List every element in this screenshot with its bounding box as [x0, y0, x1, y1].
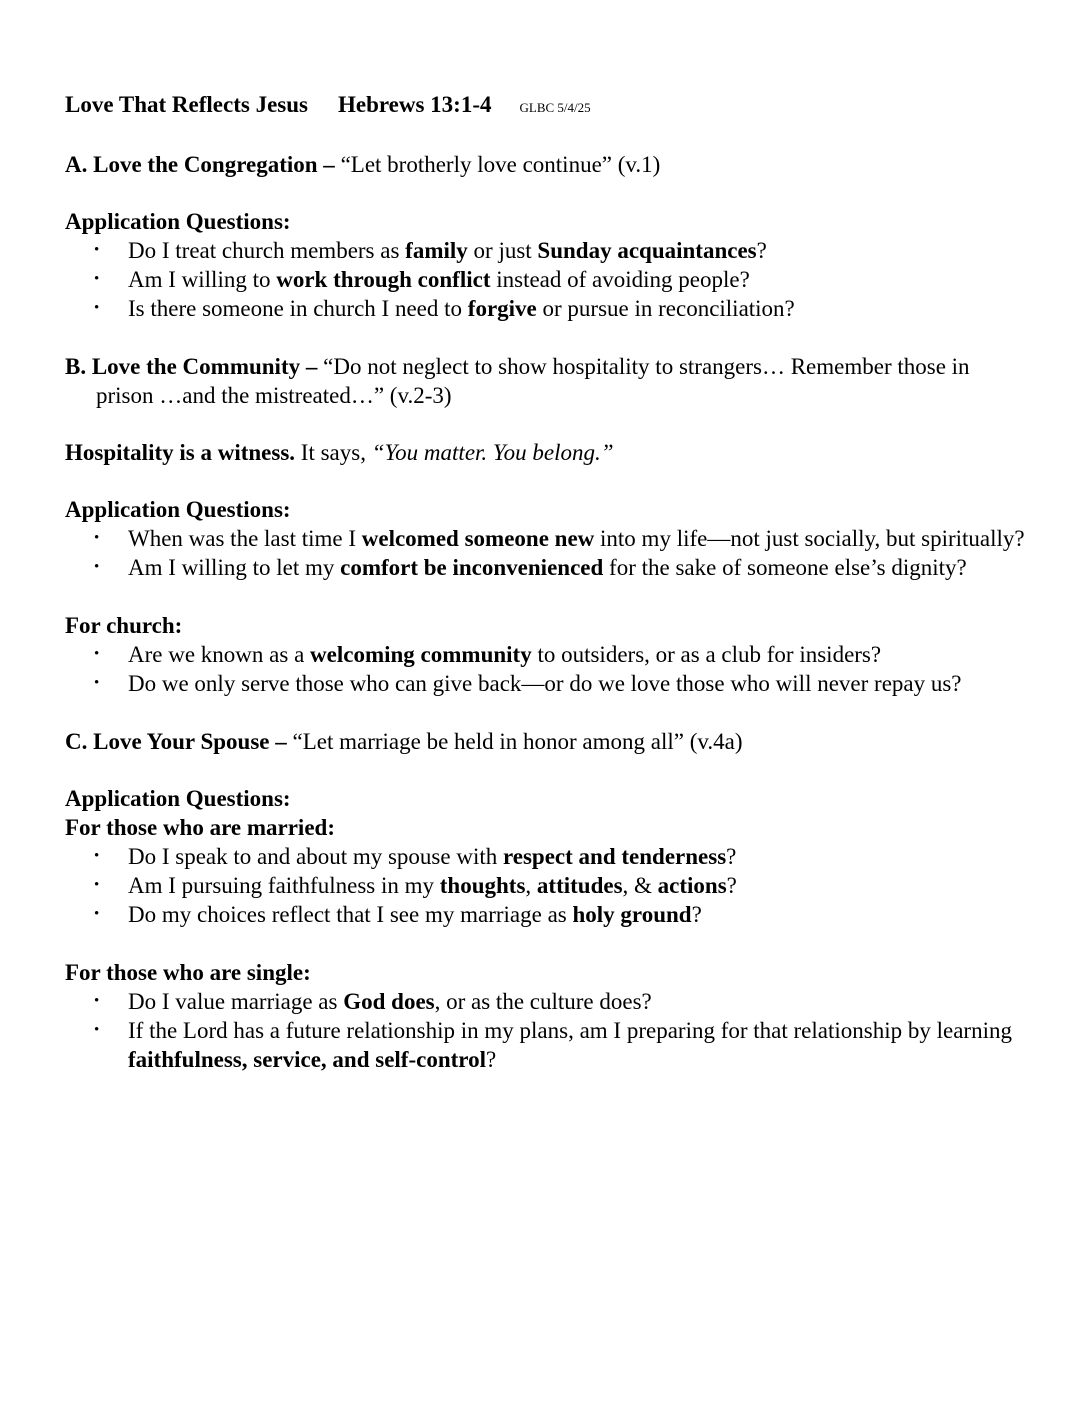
document-title — [65, 90, 1025, 122]
title-main: Love That Reflects Jesus — [65, 92, 308, 117]
list-item: • When was the last time I welcomed someone new into my life—not just socially, but spiritually? — [65, 524, 1025, 553]
list-item: • Am I willing to work through conflict instead of avoiding people? — [65, 265, 1025, 294]
list-item: • Do my choices reflect that I see my marriage as holy ground? — [65, 900, 1025, 929]
section-a-title: A. Love the Congregation – — [65, 152, 335, 177]
for-church-label: For church: — [65, 613, 183, 638]
section-c-questions-label: Application Questions: — [65, 786, 291, 811]
list-item: • Am I pursuing faithfulness in my thoughts, attitudes, & actions? — [65, 871, 1025, 900]
for-church-list — [65, 640, 1025, 698]
section-c-title: C. Love Your Spouse – — [65, 729, 287, 754]
list-item: • Do I speak to and about my spouse with respect and tenderness? — [65, 842, 1025, 871]
list-item: • Do I treat church members as family or just Sunday acquaintances? — [65, 236, 1025, 265]
section-b-questions-list — [65, 524, 1025, 582]
list-item: • Are we known as a welcoming community to outsiders, or as a club for insiders? — [65, 640, 1025, 669]
section-b-quote: “Do not neglect to show hospitality to strangers… Remember those in prison …and the mistreated…” (v.2-3) — [96, 354, 970, 408]
single-label: For those who are single: — [65, 960, 311, 985]
section-c-quote: “Let marriage be held in honor among all” (v.4a) — [286, 729, 743, 754]
list-item: • Is there someone in church I need to forgive or pursue in reconciliation? — [65, 294, 1025, 323]
section-c-heading — [65, 727, 1025, 756]
section-b-questions-label: Application Questions: — [65, 497, 291, 522]
section-a-heading — [65, 150, 1025, 179]
hospitality-witness-statement: Hospitality is a witness. It says, “You matter. You belong.” — [65, 440, 614, 465]
list-item: • Do we only serve those who can give back—or do we love those who will never repay us? — [65, 669, 1025, 698]
section-a-quote: “Let brotherly love continue” (v.1) — [334, 152, 661, 177]
section-b-heading — [65, 352, 1025, 410]
section-a-questions-list — [65, 236, 1025, 323]
title-note: GLBC 5/4/25 — [519, 100, 591, 115]
title-reference: Hebrews 13:1-4 — [337, 92, 492, 117]
section-a-questions-label: Application Questions: — [65, 209, 291, 234]
list-item: • Do I value marriage as God does, or as the culture does? — [65, 987, 1025, 1016]
married-list — [65, 842, 1025, 929]
list-item: • Am I willing to let my comfort be inconvenienced for the sake of someone else’s dignity? — [65, 553, 1025, 582]
married-label: For those who are married: — [65, 815, 335, 840]
section-b-title: B. Love the Community – — [65, 354, 318, 379]
list-item: • If the Lord has a future relationship in my plans, am I preparing for that relationship by learning faithfulness, service, and self-control? — [65, 1016, 1025, 1074]
document-page — [65, 90, 1025, 1103]
single-list — [65, 987, 1025, 1074]
